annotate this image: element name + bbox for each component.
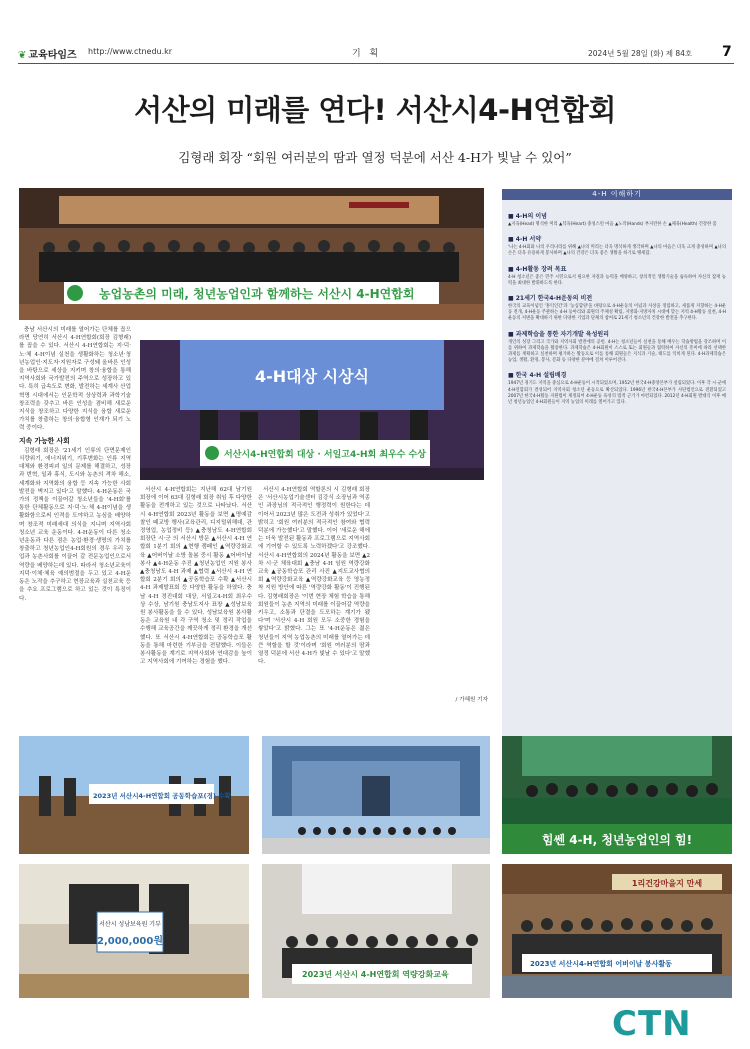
donation-title: 서산시 성남보육원 기부	[99, 921, 161, 928]
group-photo	[19, 188, 484, 320]
sidebar-heading: ■ 한국 4-H 설립배경	[508, 372, 567, 380]
volunteer-sign-text: 1리건강마을지 만세	[631, 879, 703, 888]
sidebar-text: ▲지육(Head) 명석한 머리 ▲덕육(Heart) 충성스런 마음 ▲노작(Hands) 부지런한 손 ▲체육(Health) 건강한 몸	[508, 222, 717, 227]
article-column-3	[258, 486, 370, 718]
byline: / 가혜원 기자	[455, 697, 488, 703]
subheading: 지속 가능한 사회	[19, 436, 70, 445]
issue-date: 2024년 5월 28일 (화) 제 84호	[588, 49, 693, 58]
body-paragraph: 김형래 회장은 '21세기 인류의 단면문제인 식량위기, 에너지위기, 기후변화는 인류 지역대체와 환경피괴 일의 문제를 해결하고, 성장과 번혁, 일과 휴식, 도시와 농촌의 격차 해소, 세계화와 지역화의 융합 등 지속 가능한 사회발전을 벽지고 있다'고 말했다. 4-H운동은 국가의 정책을 이끌어갈 청소년들을 '4-H회'를 통한 단체활동으로 지·덕·노·체 4-H이념을 생활화함으로써 인격을 도야하고 농심을 배양하며 창조적 미래세대 의식을 지니며 지역사회 청소년 교육 운동이다. 4-H운동이 다른 청소년운동과 다른 점은 농업·환경·생명의 가치를 창출하고 청년농업인4-H회원의 경우 우리 농업과 농촌사회를 이끌어 갈 전문농업인으로서 역량을 배양하는데 있다. 따라서 청소년교육이 지덕·이체·체육 예의범절을 두고 있고 4-H운동은 노작을 추구하고 현장교육과 실천교육 등을 추요 프로그램으로 하고 있는 것이 특징이다.	[19, 447, 131, 602]
site-url[interactable]: http://www.ctnedu.kr	[88, 47, 173, 56]
main-banner-text: 농업농촌의 미래, 청년농업인과 함께하는 서산시 4-H연합회	[99, 287, 415, 301]
sidebar-heading: ■ 과제학습을 통한 자기개발 육성원리	[508, 330, 609, 338]
training-venue-photo	[262, 736, 490, 854]
article-column-4	[376, 486, 488, 718]
headline: 서산의 미래를 연다! 서산시4-H연합회	[134, 93, 616, 127]
body-paragraph: 서산시 4-H연합회 역할론의 시 김형래 회장은 '서산시농업기술센터 김강식 소장님과 역종인 과장님의 적극적인 행정력이 원한다는 데 이어서 2023년 많은 도전과 성취가 있었다'고 밝히고 '회원 여러분의 적극적인 참여와 협력 덕분에 가능했다'고 말했다. 이어 '새로운 해에는 더욱 발전된 활동과 프로그램으로 지역사회에 기여할 수 있도록 노력하겠다'고 강조했다. 서산시 4-H연합회의 2024년 활동을 보면 ▲2차 시·군 체육대회 ▲충남 4-H 임원 역량강화 교육 ▲공동학습포 관리 사진 ▲지도교사협의회 ▲역량강화교육 ▲역량강화교육 등 영농정착 지원 방안에 따른 '역량강화 활동'이 진행된다. 김형래회장은 '이번 현장 체험 학습을 통해 회원들이 농촌 지역의 미래를 이끌어갈 역량을 키우고, 소통과 단결을 도모하는 계기가 됐다'며 '서산시 4-H 회원 모두 소중한 경험을 쌓았다'고 밝혔다. 그는 또 '4-H운동은 젊은 청년들이 지역 농업농촌의 미래를 열어가는 데 큰 역할을 할 것'이라며 '회원 여러분의 땀과 열정 덕분에 서산 4-H가 빛날 수 있다'고 말했다.	[258, 487, 370, 666]
cheer-banner-text: 힘쎈 4-H, 청년농업인의 힘!	[541, 833, 693, 847]
cheer-photo	[502, 736, 732, 854]
sidebar-heading: ■ 21세기 한국4-H운동의 비전	[508, 295, 593, 303]
sidebar-body	[508, 205, 726, 406]
sidebar-heading: ■ 4-H활동 장려 목표	[508, 265, 567, 273]
training-group-photo	[262, 864, 490, 998]
header-divider	[18, 63, 734, 64]
donation-photo	[19, 864, 249, 998]
subheadline: 김형래 회장 “회원 여러분의 땀과 열정 덕분에 서산 4-H가 빛날 수 있어”	[178, 150, 572, 165]
volunteer-banner-text: 2023년 서산시4-H연합회 어버이날 봉사활동	[530, 960, 672, 968]
donation-amount: 2,000,000원	[97, 936, 163, 947]
harvest-photo	[19, 736, 249, 854]
ctn-logo: CTN	[612, 1004, 692, 1044]
sidebar-text: 1947년 경기도 지역을 중심으로 4-H운동이 시작되었으며, 1952년 한국4-H중앙본부가 설립되었다. 이후 각 시·군에 4-H연합회가 결성되어 지역사회 청소년 운동으로 확산되었다. 1996년 한국4-H본부가 사단법인으로 전환되었고 2007년 한국4-H활동 지원법이 제정되어 4-H운동 육성의 법적 근거가 마련되었다. 2012년 4-H회원 발대식 이후 매년 청년농업인 4-H회원들이 지역 농업의 미래를 열어가고 있다.	[508, 381, 726, 406]
award-title: 4-H대상 시상식	[254, 367, 370, 386]
body-paragraph: 서산시 4-H연합회는 지난해 62대 남기원 회장에 이어 63대 김형래 회장 취임 후 다양한 활동을 전개하고 있는 것으로 나타났다. 서산시 4-H연합회 2023년 활동을 보면 ▲명예감찰인 떼교방 행사(교육관리, 디지털위해대, 관정영업, 농업정비 등) ▲충청남도 4-H연합회 회장단 시·군 의 서산시 방문 ▲서산시 4-H 연합회 1분기 회의 ▲현행 캠페인 ▲역량강화교육 ▲어버이날 소방 돌봄 중시 활동 ▲어버이날 봉사 ▲4-H운동 추진 ▲청년농업인 지원 봉사 ▲충청남도 4-H 과제 ▲협력 ▲서산시 4-H 연합회 2분기 회의 ▲공동학습포 수확 ▲서산시 4-H 과제발표회 등 다양한 활동을 하였다. 충남 4-H 경진대회 대상, 서일고4-H회 최우수상 수상, 남기원 충남도지사 표창 ▲성남보육원 봉사활동을 들 수 있다. 성남보육원 봉사활동은 교육원 내 각 구역 청소 및 정리 작업을 수행해 교육공간을 깨끗하게 정리 환경을 개선했다. 또 서산시 4-H연합회는 공동학습포 활동을 통해 마련한 기부금을 전달했다. 이들은 봉사활동을 계기로 지역사회와 연대감을 높이고 지역사회에 기여하는 경험을 했다.	[140, 487, 252, 666]
award-photo	[140, 340, 484, 480]
intro-paragraph: 충남 서산시의 미래를 열어가는 단체를 꼽으라면 당연히 서산시 4-H연합회(회장 김형래)를 꼽을 수 있다. 서산시 4-H연합회는 지·덕·노·체 4-H이념 실천을 생활화하는 청소년·청년농업인·지도자·지원자로 구성돼 올바른 인성을 바탕으로 세상을 지키며 창의·융합을 통해 지역사회와 국가발전의 주역으로 성장하고 있다. 특히 급속도로 변화, 발전하는 세계사 산업혁명 시대에서는 인문학적 상상력과 과학기술 창조력을 갖추고 바른 인성을 겸비해 새로운 지식을 창조하고 다양한 지식을 융합 새로운 가치를 창출하는 창의·융합형 인재가 되기 노력 중이다.	[19, 327, 131, 432]
page-number: 7	[722, 44, 732, 60]
sidebar-title: 4-H 이해하기	[502, 189, 732, 200]
leaf-icon: ❦	[18, 50, 27, 61]
article-column-2	[140, 486, 252, 718]
page-header	[0, 0, 750, 66]
logo-text: 교육타임즈	[28, 50, 77, 61]
article-column-1	[19, 326, 131, 716]
sidebar-heading: ■ 4-H 서약	[508, 236, 542, 244]
sidebar-text: 4-H 청소년은 좋은 민주 시민으로서 필요한 자질과 능력을 배양하고, 창의적인 생활기술을 습득하여 자신의 잠재 능력을 최대한 발휘하도록 한다.	[508, 274, 726, 286]
harvest-banner-text: 2023년 서산시4-H연합회 공동학습포(경) 수확	[93, 792, 231, 800]
sidebar-heading: ■ 4-H의 이념	[508, 213, 547, 220]
award-banner-text: 서산시4-H연합회 대상 · 서일고4-H회 최우수 수상	[224, 450, 426, 460]
training-banner-text: 2023년 서산시 4-H연합회 역량강화교육	[302, 970, 449, 979]
sidebar-text: 한국의 교육이념인 '홍익인간'과 '농심함양'을 바탕으로 4-H운동의 이념과 사상을 정립하고, 새롭게 지향하는 4-H운동 전개, 4-H운동 주관하는 4-H 동아리와 회원의 주체성 확립, 지방화·지방자치 시대에 맞는 지역 4-H활동 실천, 4-H운동의 저변을 확대하기 위한 다양한 기업과 단체의 참여로 21세기 청소년의 건강한 발전을 추구한다.	[508, 304, 726, 322]
sidebar-text: 개인의 성장 그리고 국가와 지역사회 발전에의 공헌. 4-H는 청소년들이 실천을 통해 배우는 학습방법을 강조하며 이를 위하여 과제학습을 활용한다. 과제학습은 4-H회원이 스스로 또는 회원들과 협력하여 자신의 흥미에 따라 선택한 과제를 계획하고 실천하며 평가하는 활동으로 이를 통해 회원들은 지식과 기술, 태도를 익히게 된다. 4-H과제학습은 농업, 생활, 환경, 봉사, 문화 등 다양한 분야에 걸쳐 이루어진다.	[508, 339, 726, 364]
section-label: 기 획	[352, 49, 382, 59]
info-sidebar	[502, 189, 732, 761]
sidebar-text: '나는 4-H회와 나의 우리나라를 위해 ▲나의 머리는 더욱 명석하게 생각하며 ▲나의 마음은 더욱 크게 충성하며 ▲나의 손은 더욱 유용하게 봉사하며 ▲나의 건강은 더욱 좋은 생활을 하기로 맹세함.	[508, 245, 726, 257]
masthead-logo[interactable]	[18, 46, 77, 61]
volunteer-photo	[502, 864, 732, 998]
